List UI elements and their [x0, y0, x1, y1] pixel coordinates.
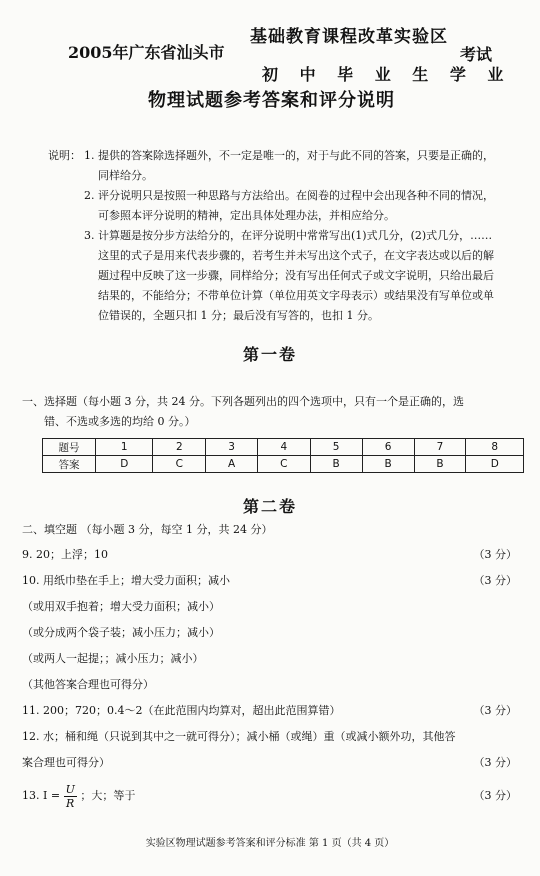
answer-line-text: 11. 200；720；0.4～2（在此范围内均算对，超出此范围算错） [22, 704, 341, 717]
fraction-denominator: R [66, 796, 75, 810]
answer-cell: D [96, 456, 153, 473]
header-middle-bottom: 初 中 毕 业 生 学 业 [262, 65, 512, 84]
answer-table [42, 438, 524, 473]
note-item-3-rest-3: 位错误的，全题只扣 1 分；最后没有写答的，也扣 1 分。 [98, 309, 379, 322]
page-title: 物理试题参考答案和评分说明 [148, 90, 395, 111]
answer-line-text: （或用双手抱着；增大受力面积；减小） [22, 600, 220, 613]
note-item-1-first: 1. 提供的答案除选择题外，不一定是唯一的，对于与此不同的答案，只要是正确的， [84, 149, 494, 162]
answer-label: 答案 [43, 456, 96, 473]
answer-cell: B [414, 456, 466, 473]
page-footer: 实验区物理试题参考答案和评分标准 第 1 页（共 4 页） [145, 838, 395, 849]
answer-line-text: （或两人一起提；；减小压力；减小） [22, 652, 204, 665]
q13-prefix: 13. I = [22, 789, 61, 802]
answer-line-text: 9. 20；上浮；10 [22, 548, 108, 561]
answer-cell: B [310, 456, 362, 473]
note-item-1-rest-0: 同样给分。 [98, 169, 153, 182]
answer-line-points: （3 分） [473, 548, 517, 561]
number-cell: 7 [414, 439, 466, 456]
q13-suffix: ；大；等于 [80, 789, 136, 802]
answer-line-points: （3 分） [473, 574, 517, 587]
fill-in-section [22, 518, 527, 816]
answer-cell: B [362, 456, 414, 473]
note-item-3-rest-2: 结果的，不能给分；不带单位计算（单位用英文字母表示）或结果没有写单位或单 [98, 289, 494, 302]
number-cell: 5 [310, 439, 362, 456]
number-cell: 3 [206, 439, 258, 456]
answer-cell: D [466, 456, 524, 473]
answer-line-text: （其他答案合理也可得分） [22, 678, 154, 691]
note-item-3 [48, 226, 528, 246]
note-item-3-first: 3. 计算题是按分步方法给分的，在评分说明中常常写出(1)式几分，(2)式几分，…… [84, 229, 493, 242]
section2-title: 第二卷 [242, 497, 297, 516]
number-cell: 2 [153, 439, 206, 456]
choice-question-heading [22, 392, 527, 432]
answer-line-text: 10. 用纸巾垫在手上；增大受力面积；减小 [22, 574, 230, 587]
answer-line-text: 12. 水；桶和绳（只说到其中之一就可得分）；减小桶（或绳）重（或减小额外功，其他答 [22, 730, 456, 743]
answer-line-points: （3 分） [473, 789, 517, 802]
note-item-3-rest-0: 这里的式子是用来代表步骤的，若考生并未写出这个式子，在文字表达或以后的解 [98, 249, 494, 262]
fraction-numerator: U [65, 782, 75, 796]
answer-line [22, 750, 527, 776]
header-right: 考试 [460, 45, 493, 64]
answer-line-points: （3 分） [473, 704, 517, 717]
fill-in-heading: 二、填空题 （每小题 3 分，每空 1 分，共 24 分） [22, 523, 273, 536]
number-cell: 6 [362, 439, 414, 456]
answer-line-points: （3 分） [473, 756, 517, 769]
answer-cell: A [206, 456, 258, 473]
note-item-2-first: 2. 评分说明只是按照一种思路与方法给出。在阅卷的过程中会出现各种不同的情况， [84, 189, 494, 202]
header-middle-top: 基础教育课程改革实验区 [250, 27, 448, 47]
number-cell: 4 [257, 439, 310, 456]
number-cell: 1 [96, 439, 153, 456]
answer-line-text: （或分成两个袋子装；减小压力；减小） [22, 626, 220, 639]
number-cell: 8 [466, 439, 524, 456]
note-item-2 [48, 186, 528, 206]
answer-line [22, 646, 527, 672]
answer-line [22, 594, 527, 620]
choice-question-line-2: 错、不选或多选的均给 0 分。） [44, 415, 196, 428]
header-left: 2005年广东省汕头市 [68, 43, 225, 62]
answer-line [22, 724, 527, 750]
answer-line [22, 672, 527, 698]
answer-line [22, 698, 527, 724]
question-13-line [22, 776, 527, 816]
formula-fraction [64, 783, 77, 810]
choice-question-line-1: 一、选择题（每小题 3 分，共 24 分。下列各题列出的四个选项中，只有一个是正确的，选 [22, 395, 464, 408]
answer-line [22, 542, 527, 568]
notes-lead: 说明： [48, 149, 81, 162]
answer-table-answer-row [43, 456, 524, 473]
number-label: 题号 [43, 439, 96, 456]
section1-title: 第一卷 [242, 345, 297, 364]
answer-line [22, 620, 527, 646]
note-item-2-rest-0: 可参照本评分说明的精神，定出具体处理办法，并相应给分。 [98, 209, 395, 222]
answer-table-number-row [43, 439, 524, 456]
answer-cell: C [257, 456, 310, 473]
note-item-3-rest-1: 题过程中反映了这一步骤，同样给分；没有写出任何式子或文字说明，只给出最后 [98, 269, 494, 282]
note-item-1 [48, 146, 528, 166]
answer-line [22, 568, 527, 594]
answer-line-text: 案合理也可得分） [22, 756, 110, 769]
answer-cell: C [153, 456, 206, 473]
notes-section [48, 146, 528, 326]
